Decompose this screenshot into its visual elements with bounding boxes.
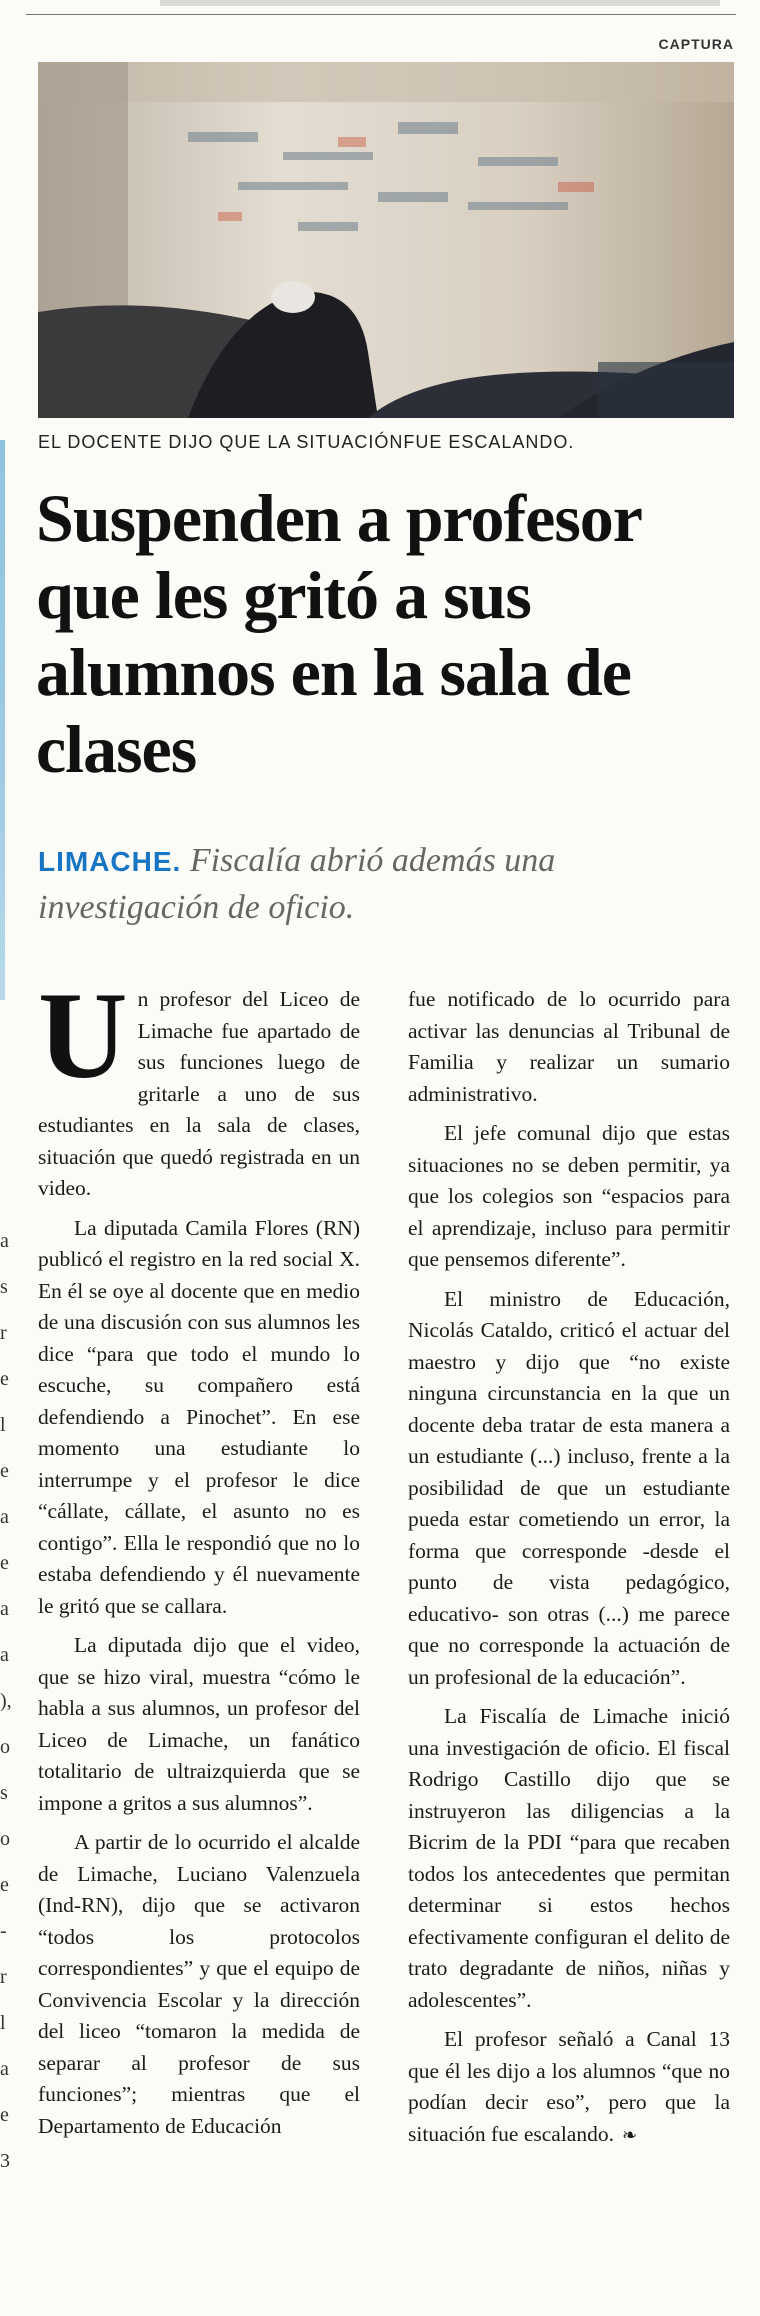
paragraph-5: El jefe comunal dijo que estas situaciones no se deben permitir, ya que los colegios son “espacios para el aprendizaje, incluso para permitir que pensemos diferente”.	[408, 1121, 730, 1271]
gutter-fragment: -	[0, 1920, 7, 1942]
drop-cap: U	[38, 967, 128, 1104]
gutter-fragment: l	[0, 2012, 6, 2034]
gutter-fragment: r	[0, 1322, 7, 1344]
gutter-fragment: a	[0, 1644, 9, 1666]
gutter-fragment: l	[0, 1414, 6, 1436]
end-of-article-icon: ❧	[621, 2124, 638, 2146]
paragraph-3: La diputada dijo que el video, que se hizo viral, muestra “cómo le habla a sus alumnos, un profesor del Liceo de Limache, un fanático totalitario de ultraizquierda que se impone a gritos a sus alumnos”.	[38, 1633, 360, 1815]
paragraph-2: La diputada Camila Flores (RN) publicó el registro en la red social X. En él se oye al docente que en medio de una discusión con sus alumnos les dice “para que todo el mundo lo escuche, su compañero está defendiendo a Pinochet”. En ese momento una estudiante lo interrumpe y el profesor le dice “cállate, cállate, el asunto no es contigo”. Ella le respondió que no lo estaba defendiendo y él nuevamente le gritó que se callara.	[38, 1215, 360, 1618]
deck-subtitle: Fiscalía abrió además una investigación de oficio.	[38, 842, 556, 926]
gutter-fragment: e	[0, 2104, 9, 2126]
adjacent-column-gutter	[0, 0, 12, 2316]
gutter-fragment: s	[0, 1782, 8, 1804]
paragraph-6: El ministro de Educación, Nicolás Cataldo, criticó el actuar del maestro y dijo que “no existe ninguna circunstancia en la que un docente deba tratar de esta manera a un estudiante (...) incluso, frente a la posibilidad de que un estudiante pueda estar cometiendo un error, la forma que corresponde -desde el punto de vista pedagógico, educativo- son otras (...) me parece que no corresponde la actuación de un profesional de la educación”.	[408, 1286, 730, 1689]
gutter-fragment: o	[0, 1736, 10, 1758]
photo-caption: EL DOCENTE DIJO QUE LA SITUACIÓNFUE ESCALANDO.	[38, 432, 575, 452]
gutter-fragment: o	[0, 1828, 10, 1850]
gutter-fragment: e	[0, 1460, 9, 1482]
article-column-2	[408, 984, 730, 2151]
gutter-fragment: ),	[0, 1690, 12, 1712]
article-headline: Suspenden a profesor que les gritó a sus alumnos en la sala de clases	[36, 480, 641, 787]
paragraph-4: A partir de lo ocurrido el alcalde de Limache, Luciano Valenzuela (Ind-RN), dijo que se activaron “todos los protocolos correspondientes” y que el equipo de Convivencia Escolar y la dirección del liceo “tomaron la medida de separar al profesor de sus funciones”; mientras que el Departamento de Educación	[38, 1830, 360, 2138]
gutter-fragment: e	[0, 1368, 9, 1390]
article-column-1	[38, 967, 360, 2142]
gutter-fragment: r	[0, 1966, 7, 1988]
gutter-fragment: a	[0, 1230, 9, 1252]
paragraph-8: El profesor señaló a Canal 13 que él les dijo a los alumnos “que no podían decir eso”, pero que la situación fue escalando. ❧	[408, 2027, 730, 2146]
gutter-fragment: a	[0, 2058, 9, 2080]
paragraph-4-continued: fue notificado de lo ocurrido para activar las denuncias al Tribunal de Familia y realizar un sumario administrativo.	[408, 987, 730, 1106]
gutter-fragment: 3	[0, 2150, 10, 2172]
previous-article-strip	[160, 0, 720, 6]
paragraph-7: La Fiscalía de Limache inició una investigación de oficio. El fiscal Rodrigo Castillo dijo que se instruyeron las diligencias a la Bicrim de la PDI “para que recaben todos los antecedentes que permitan determinar si estos hechos efectivamente configuran el delito de trato degradante de niños, niñas y adolescentes”.	[408, 1704, 730, 2012]
gutter-fragment: a	[0, 1506, 9, 1528]
location-kicker: LIMACHE.	[38, 846, 182, 877]
photo-credit: CAPTURA	[658, 36, 734, 52]
adjacent-column-color-bar	[0, 440, 5, 1000]
top-rule	[26, 14, 736, 15]
classroom-photo	[38, 62, 734, 418]
gutter-fragment: e	[0, 1874, 9, 1896]
article-deck	[38, 838, 728, 931]
paragraph-1: Un profesor del Liceo de Limache fue apartado de sus funciones luego de gritarle a uno de sus estudiantes en la sala de clases, situación que quedó registrada en un video.	[38, 967, 360, 1200]
gutter-fragment: s	[0, 1276, 8, 1298]
gutter-fragment: a	[0, 1598, 9, 1620]
gutter-fragment: e	[0, 1552, 9, 1574]
